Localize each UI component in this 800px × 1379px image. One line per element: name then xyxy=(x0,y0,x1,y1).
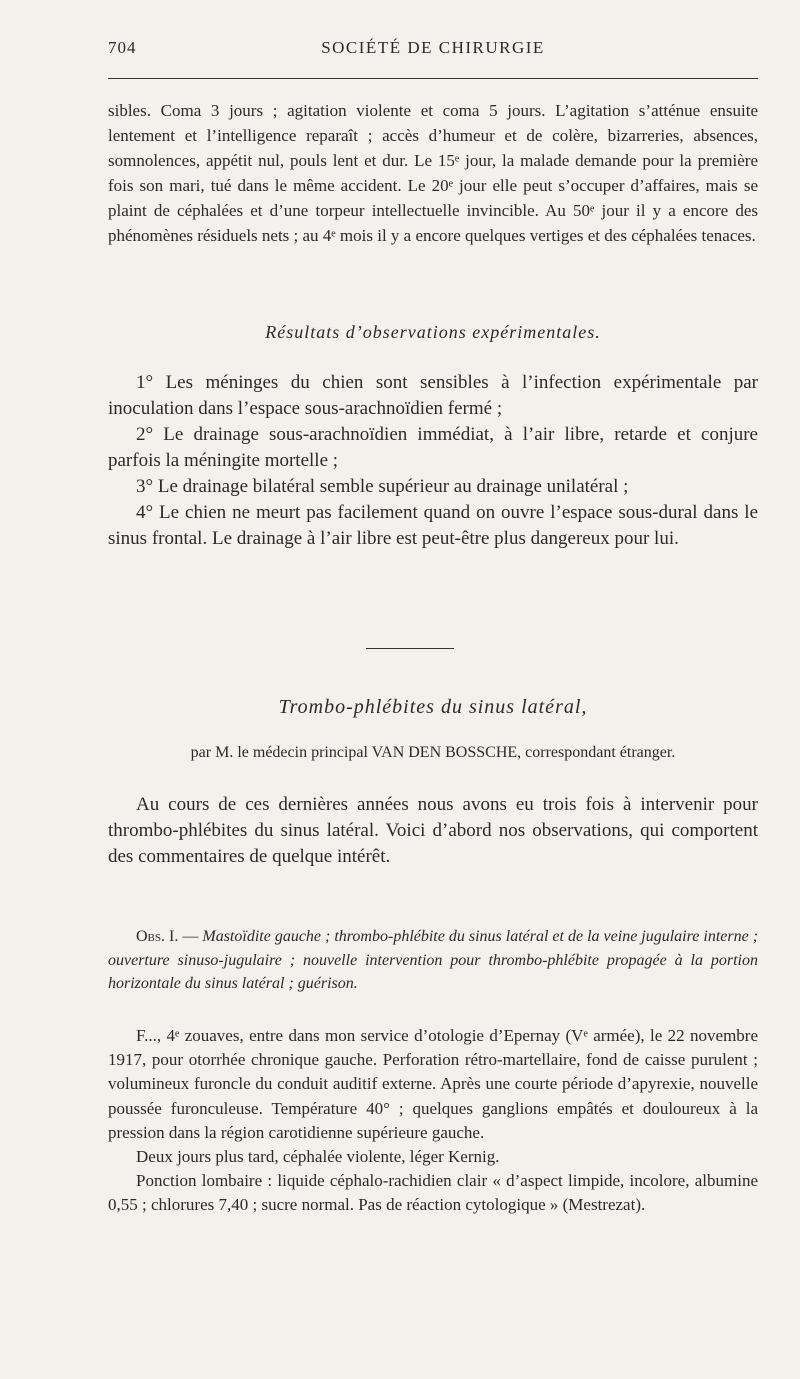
article-intro xyxy=(108,792,758,870)
result-item-3: 3° Le drainage bilatéral semble supérieur au drainage unilatéral ; xyxy=(136,476,629,497)
case-paragraph-3: Ponction lombaire : liquide céphalo-rachidien clair « d’aspect limpide, incolore, albumine 0,55 ; chlorures 7,40 ; sucre normal. Pas de réaction cytologique » (Mestrezat). xyxy=(108,1171,758,1215)
intro-text: Au cours de ces dernières années nous avons eu trois fois à intervenir pour thrombo-phlébites du sinus latéral. Voici d’abord nos observations, qui comportent des commentaires de quelque intérêt. xyxy=(108,794,758,867)
result-item-1: 1° Les méninges du chien sont sensibles à l’infection expérimentale par inoculation dans l’espace sous-arachnoïdien fermé ; xyxy=(108,372,758,419)
article-title: Trombo-phlébites du sinus latéral, xyxy=(278,696,588,718)
observation-title: Mastoïdite gauche ; thrombo-phlébite du sinus latéral et de la veine jugulaire interne ; ouverture sinuso-jugulaire ; nouvelle intervention pour thrombo-phlébite propagée à la portion horizontale du sinus latéral ; guérison. xyxy=(108,928,759,992)
observation-label: Obs. I. — xyxy=(136,928,199,945)
observation-heading xyxy=(108,925,758,996)
results-list xyxy=(108,370,758,552)
section-title: Résultats d’observations expérimentales. xyxy=(265,322,601,342)
case-report xyxy=(108,1024,758,1218)
header-rule xyxy=(108,78,758,79)
running-head: SOCIÉTÉ DE CHIRURGIE xyxy=(321,38,545,57)
case-paragraph-2: Deux jours plus tard, céphalée violente, léger Kernig. xyxy=(136,1147,500,1167)
article-byline: par M. le médecin principal VAN DEN BOSSCHE, correspondant étranger. xyxy=(190,744,676,761)
page-number: 704 xyxy=(108,38,137,57)
result-item-2: 2° Le drainage sous-arachnoïdien immédiat, à l’air libre, retarde et conjure parfois la méningite mortelle ; xyxy=(108,424,758,471)
continuation-paragraph xyxy=(108,98,758,248)
section-divider xyxy=(366,648,454,649)
page-header xyxy=(108,38,758,62)
result-item-4: 4° Le chien ne meurt pas facilement quand on ouvre l’espace sous-dural dans le sinus frontal. Le drainage à l’air libre est peut-être plus dangereux pour lui. xyxy=(108,502,758,549)
observation-heading-text xyxy=(108,925,758,996)
paragraph-text: sibles. Coma 3 jours ; agitation violente et coma 5 jours. L’agitation s’atténue ensuite lentement et l’intelligence reparaît ; accès d’humeur et de colère, bizarreries, absences, somnolences, appétit nul, pouls lent et dur. Le 15ᵉ jour, la malade demande pour la première fois son mari, tué dans le même accident. Le 20ᵉ jour elle peut s’occuper d’affaires, mais se plaint de céphalées et d’une torpeur intellectuelle invincible. Au 50ᵉ jour il y a encore des phénomènes résiduels nets ; au 4ᵉ mois il y a encore quelques vertiges et des céphalées tenaces. xyxy=(108,101,758,245)
case-paragraph-1: F..., 4ᵉ zouaves, entre dans mon service d’otologie d’Epernay (Vᵉ armée), le 22 novembre 1917, pour otorrhée chronique gauche. Perforation rétro-martellaire, fond de caisse purulent ; volumineux furoncle du conduit auditif externe. Après une courte période d’apyrexie, nouvelle poussée furonculeuse. Température 40° ; quelques ganglions empâtés et douloureux à la pression dans la région carotidienne supérieure gauche. xyxy=(108,1026,758,1142)
